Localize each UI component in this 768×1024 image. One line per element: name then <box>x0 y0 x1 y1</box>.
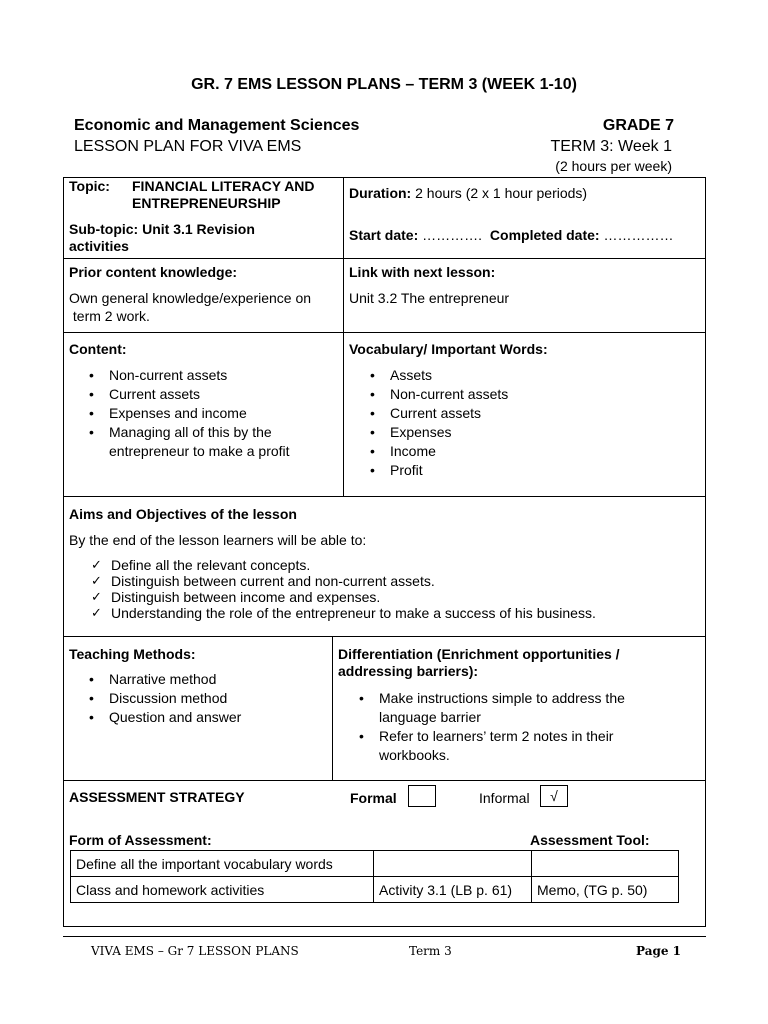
list-item: • Current assets <box>366 404 666 423</box>
list-item: • Non-current assets <box>366 385 666 404</box>
informal-checkbox[interactable]: √ <box>540 785 568 807</box>
subject-heading: Economic and Management Sciences <box>74 117 360 134</box>
assessment-activity-cell <box>374 851 532 877</box>
content-label: Content: <box>69 341 127 357</box>
list-item: • Refer to learners’ term 2 notes in their workbooks. <box>355 727 649 765</box>
assessment-tool-cell <box>532 851 679 877</box>
completed-date-label: Completed date: <box>489 227 600 243</box>
row-divider <box>63 258 706 259</box>
table-row <box>71 851 679 877</box>
list-item: ✓ Define all the relevant concepts. <box>87 557 687 573</box>
assessment-table <box>70 850 679 903</box>
aims-list <box>87 557 687 621</box>
start-date-label: Start date: <box>349 227 419 243</box>
list-item: • Expenses <box>366 423 666 442</box>
next-lesson-label: Link with next lesson: <box>349 264 496 280</box>
prior-knowledge-line1: Own general knowledge/experience on <box>69 290 312 306</box>
aims-intro: By the end of the lesson learners will be able to: <box>69 532 367 548</box>
form-of-assessment-label: Form of Assessment: <box>69 832 212 848</box>
list-item: • Current assets <box>85 385 335 404</box>
assessment-tool-cell: Memo, (TG p. 50) <box>532 877 679 903</box>
list-item: • Managing all of this by the entrepreneur to make a profit <box>85 423 309 461</box>
list-item: • Non-current assets <box>85 366 335 385</box>
vocabulary-list <box>366 366 666 480</box>
list-item: • Question and answer <box>85 708 325 727</box>
hours-per-week: (2 hours per week) <box>555 158 672 174</box>
footer-center: Term 3 <box>409 944 452 958</box>
dates <box>349 227 673 243</box>
duration-value: 2 hours (2 x 1 hour periods) <box>415 185 588 201</box>
list-item: • Profit <box>366 461 666 480</box>
duration-label: Duration: <box>349 185 412 201</box>
footer-divider <box>63 936 706 937</box>
list-item: • Discussion method <box>85 689 325 708</box>
teaching-methods-label: Teaching Methods: <box>69 646 196 662</box>
informal-label: Informal <box>479 790 530 806</box>
list-item: ✓ Understanding the role of the entrepreneur to make a success of his business. <box>87 605 687 621</box>
differentiation-label-line1: Differentiation (Enrichment opportunities / <box>338 646 620 662</box>
formal-label: Formal <box>350 790 397 806</box>
footer-left: VIVA EMS – Gr 7 LESSON PLANS <box>91 944 299 958</box>
differentiation-label-line2: addressing barriers): <box>338 663 479 679</box>
assessment-strategy-label: ASSESSMENT STRATEGY <box>69 789 245 805</box>
assessment-form-cell: Class and homework activities <box>71 877 374 903</box>
footer-page-number: Page 1 <box>636 944 682 958</box>
list-item: ✓ Distinguish between current and non-current assets. <box>87 573 687 589</box>
assessment-form-cell: Define all the important vocabulary words <box>71 851 374 877</box>
next-lesson-value: Unit 3.2 The entrepreneur <box>349 290 510 306</box>
list-item: • Make instructions simple to address the language barrier <box>355 689 649 727</box>
vocabulary-label: Vocabulary/ Important Words: <box>349 341 548 357</box>
assessment-tool-label: Assessment Tool: <box>530 832 650 848</box>
list-item: • Assets <box>366 366 666 385</box>
page-title: GR. 7 EMS LESSON PLANS – TERM 3 (WEEK 1-10) <box>191 76 577 93</box>
grade-label: GRADE 7 <box>602 117 674 134</box>
list-item: • Narrative method <box>85 670 325 689</box>
row-divider <box>63 496 706 497</box>
column-divider <box>343 177 344 496</box>
start-date-value: …………. <box>422 227 483 243</box>
row-divider <box>63 780 706 781</box>
differentiation-list <box>355 689 665 765</box>
assessment-activity-cell: Activity 3.1 (LB p. 61) <box>374 877 532 903</box>
completed-date-value: …………… <box>603 227 674 243</box>
topic-label: Topic: <box>69 178 110 194</box>
subtopic-line2: activities <box>69 238 129 254</box>
duration <box>349 185 587 201</box>
list-item: ✓ Distinguish between income and expenses. <box>87 589 687 605</box>
prior-knowledge-label: Prior content knowledge: <box>69 264 238 280</box>
subtopic-line1: Sub-topic: Unit 3.1 Revision <box>69 221 255 237</box>
column-divider <box>332 636 333 780</box>
row-divider <box>63 332 706 333</box>
row-divider <box>63 636 706 637</box>
aims-label: Aims and Objectives of the lesson <box>69 506 297 522</box>
lesson-plan-for: LESSON PLAN FOR VIVA EMS <box>74 138 302 155</box>
topic-value-line1: FINANCIAL LITERACY AND <box>132 178 315 194</box>
content-list <box>85 366 335 461</box>
list-item: • Income <box>366 442 666 461</box>
formal-checkbox[interactable] <box>408 785 436 807</box>
table-row <box>71 877 679 903</box>
teaching-methods-list <box>85 670 325 727</box>
prior-knowledge-line2: term 2 work. <box>69 308 150 324</box>
list-item: • Expenses and income <box>85 404 335 423</box>
term-week-label: TERM 3: Week 1 <box>550 138 672 155</box>
topic-value-line2: ENTREPRENEURSHIP <box>132 195 281 211</box>
